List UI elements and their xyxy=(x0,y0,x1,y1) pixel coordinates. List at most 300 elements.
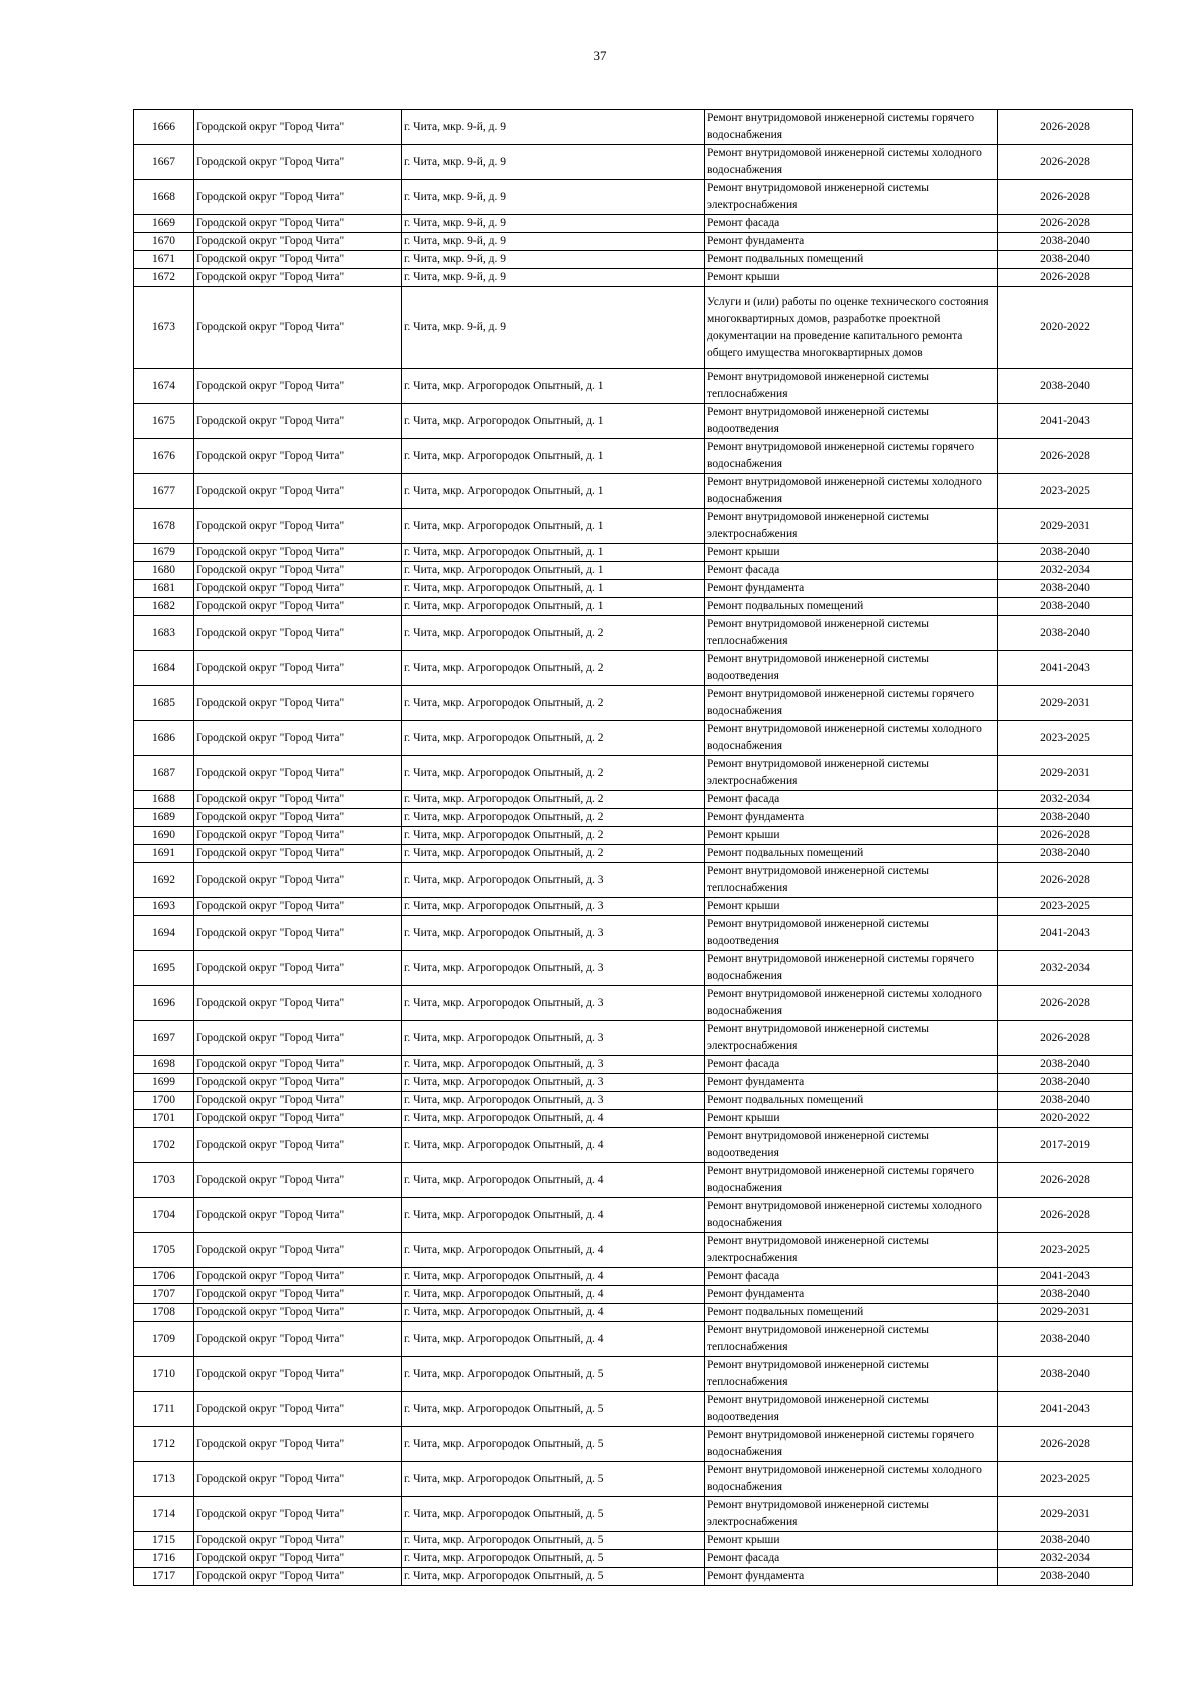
work-type-cell: Ремонт внутридомовой инженерной системы водоотведения xyxy=(705,916,998,951)
district-cell: Городской округ "Город Чита" xyxy=(194,1497,402,1532)
table-row xyxy=(134,827,1133,845)
district-cell: Городской округ "Город Чита" xyxy=(194,951,402,986)
work-type-cell: Ремонт подвальных помещений xyxy=(705,845,998,863)
table-row xyxy=(134,562,1133,580)
district-cell: Городской округ "Город Чита" xyxy=(194,439,402,474)
address-cell: г. Чита, мкр. 9-й, д. 9 xyxy=(402,215,705,233)
period-cell: 2038-2040 xyxy=(998,251,1133,269)
district-cell: Городской округ "Город Чита" xyxy=(194,809,402,827)
row-number-cell: 1669 xyxy=(134,215,194,233)
district-cell: Городской округ "Город Чита" xyxy=(194,845,402,863)
district-cell: Городской округ "Город Чита" xyxy=(194,863,402,898)
row-number-cell: 1682 xyxy=(134,598,194,616)
work-type-cell: Ремонт фундамента xyxy=(705,1286,998,1304)
table-row xyxy=(134,809,1133,827)
row-number-cell: 1696 xyxy=(134,986,194,1021)
district-cell: Городской округ "Город Чита" xyxy=(194,562,402,580)
period-cell: 2026-2028 xyxy=(998,1021,1133,1056)
work-type-cell: Ремонт фундамента xyxy=(705,233,998,251)
address-cell: г. Чита, мкр. Агрогородок Опытный, д. 3 xyxy=(402,1021,705,1056)
work-type-cell: Ремонт внутридомовой инженерной системы холодного водоснабжения xyxy=(705,474,998,509)
row-number-cell: 1706 xyxy=(134,1268,194,1286)
address-cell: г. Чита, мкр. 9-й, д. 9 xyxy=(402,145,705,180)
address-cell: г. Чита, мкр. 9-й, д. 9 xyxy=(402,110,705,145)
row-number-cell: 1711 xyxy=(134,1392,194,1427)
period-cell: 2038-2040 xyxy=(998,598,1133,616)
work-type-cell: Ремонт внутридомовой инженерной системы электроснабжения xyxy=(705,756,998,791)
row-number-cell: 1715 xyxy=(134,1532,194,1550)
table-row xyxy=(134,1110,1133,1128)
table-row xyxy=(134,1532,1133,1550)
table-row xyxy=(134,651,1133,686)
table-row xyxy=(134,1392,1133,1427)
row-number-cell: 1708 xyxy=(134,1304,194,1322)
address-cell: г. Чита, мкр. Агрогородок Опытный, д. 5 xyxy=(402,1357,705,1392)
address-cell: г. Чита, мкр. Агрогородок Опытный, д. 4 xyxy=(402,1268,705,1286)
work-type-cell: Ремонт внутридомовой инженерной системы холодного водоснабжения xyxy=(705,1462,998,1497)
work-type-cell: Ремонт фундамента xyxy=(705,809,998,827)
table-row xyxy=(134,598,1133,616)
period-cell: 2041-2043 xyxy=(998,1268,1133,1286)
work-type-cell: Ремонт внутридомовой инженерной системы холодного водоснабжения xyxy=(705,1198,998,1233)
work-type-cell: Ремонт крыши xyxy=(705,898,998,916)
row-number-cell: 1700 xyxy=(134,1092,194,1110)
period-cell: 2029-2031 xyxy=(998,509,1133,544)
table-row xyxy=(134,1357,1133,1392)
work-type-cell: Ремонт крыши xyxy=(705,827,998,845)
address-cell: г. Чита, мкр. Агрогородок Опытный, д. 4 xyxy=(402,1233,705,1268)
row-number-cell: 1717 xyxy=(134,1568,194,1586)
period-cell: 2029-2031 xyxy=(998,686,1133,721)
row-number-cell: 1712 xyxy=(134,1427,194,1462)
row-number-cell: 1681 xyxy=(134,580,194,598)
period-cell: 2041-2043 xyxy=(998,916,1133,951)
period-cell: 2023-2025 xyxy=(998,474,1133,509)
repair-schedule-table xyxy=(133,109,1133,1586)
period-cell: 2026-2028 xyxy=(998,145,1133,180)
period-cell: 2017-2019 xyxy=(998,1128,1133,1163)
work-type-cell: Ремонт фундамента xyxy=(705,580,998,598)
district-cell: Городской округ "Город Чита" xyxy=(194,1233,402,1268)
row-number-cell: 1671 xyxy=(134,251,194,269)
period-cell: 2020-2022 xyxy=(998,287,1133,369)
period-cell: 2038-2040 xyxy=(998,845,1133,863)
work-type-cell: Ремонт подвальных помещений xyxy=(705,1304,998,1322)
row-number-cell: 1707 xyxy=(134,1286,194,1304)
period-cell: 2032-2034 xyxy=(998,562,1133,580)
district-cell: Городской округ "Город Чита" xyxy=(194,898,402,916)
work-type-cell: Ремонт фундамента xyxy=(705,1568,998,1586)
table-row xyxy=(134,616,1133,651)
work-type-cell: Ремонт внутридомовой инженерной системы горячего водоснабжения xyxy=(705,110,998,145)
row-number-cell: 1705 xyxy=(134,1233,194,1268)
district-cell: Городской округ "Город Чита" xyxy=(194,1462,402,1497)
period-cell: 2038-2040 xyxy=(998,1322,1133,1357)
row-number-cell: 1710 xyxy=(134,1357,194,1392)
district-cell: Городской округ "Город Чита" xyxy=(194,1532,402,1550)
period-cell: 2023-2025 xyxy=(998,1233,1133,1268)
district-cell: Городской округ "Город Чита" xyxy=(194,1427,402,1462)
table-row xyxy=(134,1198,1133,1233)
table-row xyxy=(134,233,1133,251)
row-number-cell: 1687 xyxy=(134,756,194,791)
work-type-cell: Ремонт внутридомовой инженерной системы водоотведения xyxy=(705,651,998,686)
work-type-cell: Ремонт фасада xyxy=(705,1056,998,1074)
address-cell: г. Чита, мкр. Агрогородок Опытный, д. 5 xyxy=(402,1497,705,1532)
district-cell: Городской округ "Город Чита" xyxy=(194,1286,402,1304)
work-type-cell: Ремонт внутридомовой инженерной системы теплоснабжения xyxy=(705,1357,998,1392)
table-row xyxy=(134,686,1133,721)
district-cell: Городской округ "Город Чита" xyxy=(194,287,402,369)
address-cell: г. Чита, мкр. Агрогородок Опытный, д. 3 xyxy=(402,1074,705,1092)
address-cell: г. Чита, мкр. 9-й, д. 9 xyxy=(402,251,705,269)
table-row xyxy=(134,1568,1133,1586)
period-cell: 2023-2025 xyxy=(998,721,1133,756)
district-cell: Городской округ "Город Чита" xyxy=(194,233,402,251)
row-number-cell: 1686 xyxy=(134,721,194,756)
address-cell: г. Чита, мкр. Агрогородок Опытный, д. 5 xyxy=(402,1532,705,1550)
period-cell: 2038-2040 xyxy=(998,1357,1133,1392)
work-type-cell: Ремонт внутридомовой инженерной системы электроснабжения xyxy=(705,1021,998,1056)
work-type-cell: Ремонт подвальных помещений xyxy=(705,251,998,269)
table-row xyxy=(134,863,1133,898)
address-cell: г. Чита, мкр. Агрогородок Опытный, д. 3 xyxy=(402,1056,705,1074)
table-row xyxy=(134,1092,1133,1110)
table-row xyxy=(134,1074,1133,1092)
work-type-cell: Ремонт внутридомовой инженерной системы холодного водоснабжения xyxy=(705,986,998,1021)
district-cell: Городской округ "Город Чита" xyxy=(194,1198,402,1233)
table-row xyxy=(134,251,1133,269)
table-row xyxy=(134,1163,1133,1198)
address-cell: г. Чита, мкр. Агрогородок Опытный, д. 2 xyxy=(402,827,705,845)
address-cell: г. Чита, мкр. 9-й, д. 9 xyxy=(402,233,705,251)
table-row xyxy=(134,180,1133,215)
period-cell: 2029-2031 xyxy=(998,756,1133,791)
address-cell: г. Чита, мкр. Агрогородок Опытный, д. 5 xyxy=(402,1550,705,1568)
row-number-cell: 1667 xyxy=(134,145,194,180)
district-cell: Городской округ "Город Чита" xyxy=(194,598,402,616)
address-cell: г. Чита, мкр. Агрогородок Опытный, д. 1 xyxy=(402,580,705,598)
district-cell: Городской округ "Город Чита" xyxy=(194,1092,402,1110)
table-row xyxy=(134,215,1133,233)
row-number-cell: 1713 xyxy=(134,1462,194,1497)
period-cell: 2038-2040 xyxy=(998,233,1133,251)
period-cell: 2038-2040 xyxy=(998,1056,1133,1074)
period-cell: 2041-2043 xyxy=(998,1392,1133,1427)
work-type-cell: Ремонт внутридомовой инженерной системы водоотведения xyxy=(705,404,998,439)
row-number-cell: 1683 xyxy=(134,616,194,651)
address-cell: г. Чита, мкр. Агрогородок Опытный, д. 4 xyxy=(402,1322,705,1357)
work-type-cell: Ремонт фасада xyxy=(705,215,998,233)
work-type-cell: Ремонт крыши xyxy=(705,1110,998,1128)
row-number-cell: 1709 xyxy=(134,1322,194,1357)
table-row xyxy=(134,145,1133,180)
address-cell: г. Чита, мкр. Агрогородок Опытный, д. 5 xyxy=(402,1427,705,1462)
address-cell: г. Чита, мкр. 9-й, д. 9 xyxy=(402,269,705,287)
table-row xyxy=(134,1056,1133,1074)
period-cell: 2038-2040 xyxy=(998,1074,1133,1092)
address-cell: г. Чита, мкр. Агрогородок Опытный, д. 1 xyxy=(402,439,705,474)
row-number-cell: 1701 xyxy=(134,1110,194,1128)
period-cell: 2026-2028 xyxy=(998,180,1133,215)
table-row xyxy=(134,580,1133,598)
row-number-cell: 1697 xyxy=(134,1021,194,1056)
address-cell: г. Чита, мкр. Агрогородок Опытный, д. 4 xyxy=(402,1128,705,1163)
period-cell: 2038-2040 xyxy=(998,616,1133,651)
address-cell: г. Чита, мкр. 9-й, д. 9 xyxy=(402,287,705,369)
address-cell: г. Чита, мкр. Агрогородок Опытный, д. 3 xyxy=(402,986,705,1021)
row-number-cell: 1695 xyxy=(134,951,194,986)
row-number-cell: 1691 xyxy=(134,845,194,863)
address-cell: г. Чита, мкр. Агрогородок Опытный, д. 1 xyxy=(402,544,705,562)
work-type-cell: Ремонт фундамента xyxy=(705,1074,998,1092)
row-number-cell: 1689 xyxy=(134,809,194,827)
row-number-cell: 1702 xyxy=(134,1128,194,1163)
work-type-cell: Ремонт внутридомовой инженерной системы водоотведения xyxy=(705,1392,998,1427)
district-cell: Городской округ "Город Чита" xyxy=(194,827,402,845)
work-type-cell: Ремонт фасада xyxy=(705,562,998,580)
work-type-cell: Ремонт внутридомовой инженерной системы горячего водоснабжения xyxy=(705,439,998,474)
district-cell: Городской округ "Город Чита" xyxy=(194,721,402,756)
row-number-cell: 1694 xyxy=(134,916,194,951)
district-cell: Городской округ "Город Чита" xyxy=(194,686,402,721)
row-number-cell: 1675 xyxy=(134,404,194,439)
district-cell: Городской округ "Город Чита" xyxy=(194,986,402,1021)
work-type-cell: Ремонт внутридомовой инженерной системы электроснабжения xyxy=(705,1233,998,1268)
district-cell: Городской округ "Город Чита" xyxy=(194,580,402,598)
period-cell: 2026-2028 xyxy=(998,986,1133,1021)
period-cell: 2038-2040 xyxy=(998,1092,1133,1110)
district-cell: Городской округ "Город Чита" xyxy=(194,1392,402,1427)
table-row xyxy=(134,1427,1133,1462)
address-cell: г. Чита, мкр. Агрогородок Опытный, д. 2 xyxy=(402,756,705,791)
district-cell: Городской округ "Город Чита" xyxy=(194,404,402,439)
address-cell: г. Чита, мкр. Агрогородок Опытный, д. 5 xyxy=(402,1462,705,1497)
row-number-cell: 1692 xyxy=(134,863,194,898)
address-cell: г. Чита, мкр. Агрогородок Опытный, д. 2 xyxy=(402,845,705,863)
row-number-cell: 1679 xyxy=(134,544,194,562)
address-cell: г. Чита, мкр. Агрогородок Опытный, д. 2 xyxy=(402,651,705,686)
table-row xyxy=(134,1497,1133,1532)
district-cell: Городской округ "Город Чита" xyxy=(194,1304,402,1322)
period-cell: 2038-2040 xyxy=(998,1532,1133,1550)
district-cell: Городской округ "Город Чита" xyxy=(194,1357,402,1392)
row-number-cell: 1672 xyxy=(134,269,194,287)
district-cell: Городской округ "Город Чита" xyxy=(194,651,402,686)
period-cell: 2032-2034 xyxy=(998,791,1133,809)
address-cell: г. Чита, мкр. Агрогородок Опытный, д. 5 xyxy=(402,1392,705,1427)
work-type-cell: Ремонт внутридомовой инженерной системы горячего водоснабжения xyxy=(705,951,998,986)
period-cell: 2020-2022 xyxy=(998,1110,1133,1128)
table-row xyxy=(134,269,1133,287)
address-cell: г. Чита, мкр. Агрогородок Опытный, д. 2 xyxy=(402,791,705,809)
district-cell: Городской округ "Город Чита" xyxy=(194,474,402,509)
row-number-cell: 1698 xyxy=(134,1056,194,1074)
district-cell: Городской округ "Город Чита" xyxy=(194,369,402,404)
district-cell: Городской округ "Город Чита" xyxy=(194,110,402,145)
period-cell: 2032-2034 xyxy=(998,951,1133,986)
table-row xyxy=(134,1021,1133,1056)
district-cell: Городской округ "Город Чита" xyxy=(194,215,402,233)
district-cell: Городской округ "Город Чита" xyxy=(194,616,402,651)
address-cell: г. Чита, мкр. Агрогородок Опытный, д. 2 xyxy=(402,721,705,756)
work-type-cell: Ремонт внутридомовой инженерной системы горячего водоснабжения xyxy=(705,686,998,721)
district-cell: Городской округ "Город Чита" xyxy=(194,916,402,951)
table-row xyxy=(134,1268,1133,1286)
district-cell: Городской округ "Город Чита" xyxy=(194,509,402,544)
work-type-cell: Ремонт внутридомовой инженерной системы холодного водоснабжения xyxy=(705,145,998,180)
work-type-cell: Ремонт крыши xyxy=(705,269,998,287)
period-cell: 2023-2025 xyxy=(998,1462,1133,1497)
district-cell: Городской округ "Город Чита" xyxy=(194,1128,402,1163)
row-number-cell: 1688 xyxy=(134,791,194,809)
table-row xyxy=(134,791,1133,809)
work-type-cell: Услуги и (или) работы по оценке технического состояния многоквартирных домов, разработке проектной документации на проведение капитального ремонта общего имущества многоквартирных домов xyxy=(705,287,998,369)
address-cell: г. Чита, мкр. Агрогородок Опытный, д. 3 xyxy=(402,1092,705,1110)
address-cell: г. Чита, мкр. Агрогородок Опытный, д. 4 xyxy=(402,1198,705,1233)
work-type-cell: Ремонт фасада xyxy=(705,1550,998,1568)
period-cell: 2026-2028 xyxy=(998,439,1133,474)
row-number-cell: 1666 xyxy=(134,110,194,145)
address-cell: г. Чита, мкр. Агрогородок Опытный, д. 4 xyxy=(402,1286,705,1304)
work-type-cell: Ремонт внутридомовой инженерной системы теплоснабжения xyxy=(705,616,998,651)
district-cell: Городской округ "Город Чита" xyxy=(194,1322,402,1357)
table-row xyxy=(134,110,1133,145)
district-cell: Городской округ "Город Чита" xyxy=(194,1568,402,1586)
period-cell: 2029-2031 xyxy=(998,1304,1133,1322)
table-row xyxy=(134,986,1133,1021)
work-type-cell: Ремонт внутридомовой инженерной системы электроснабжения xyxy=(705,180,998,215)
period-cell: 2026-2028 xyxy=(998,110,1133,145)
address-cell: г. Чита, мкр. Агрогородок Опытный, д. 2 xyxy=(402,616,705,651)
table-row xyxy=(134,1462,1133,1497)
row-number-cell: 1716 xyxy=(134,1550,194,1568)
work-type-cell: Ремонт внутридомовой инженерной системы холодного водоснабжения xyxy=(705,721,998,756)
table-row xyxy=(134,1128,1133,1163)
district-cell: Городской округ "Город Чита" xyxy=(194,1074,402,1092)
work-type-cell: Ремонт внутридомовой инженерной системы теплоснабжения xyxy=(705,369,998,404)
address-cell: г. Чита, мкр. Агрогородок Опытный, д. 3 xyxy=(402,951,705,986)
period-cell: 2026-2028 xyxy=(998,269,1133,287)
district-cell: Городской округ "Город Чита" xyxy=(194,1268,402,1286)
district-cell: Городской округ "Город Чита" xyxy=(194,145,402,180)
period-cell: 2029-2031 xyxy=(998,1497,1133,1532)
period-cell: 2032-2034 xyxy=(998,1550,1133,1568)
address-cell: г. Чита, мкр. Агрогородок Опытный, д. 1 xyxy=(402,598,705,616)
period-cell: 2026-2028 xyxy=(998,863,1133,898)
table-row xyxy=(134,756,1133,791)
row-number-cell: 1670 xyxy=(134,233,194,251)
address-cell: г. Чита, мкр. Агрогородок Опытный, д. 1 xyxy=(402,474,705,509)
address-cell: г. Чита, мкр. Агрогородок Опытный, д. 3 xyxy=(402,916,705,951)
period-cell: 2026-2028 xyxy=(998,215,1133,233)
table-body xyxy=(134,110,1133,1586)
table-row xyxy=(134,1550,1133,1568)
row-number-cell: 1703 xyxy=(134,1163,194,1198)
district-cell: Городской округ "Город Чита" xyxy=(194,756,402,791)
work-type-cell: Ремонт внутридомовой инженерной системы теплоснабжения xyxy=(705,1322,998,1357)
table-row xyxy=(134,1233,1133,1268)
row-number-cell: 1676 xyxy=(134,439,194,474)
district-cell: Городской округ "Город Чита" xyxy=(194,180,402,215)
table-row xyxy=(134,1322,1133,1357)
period-cell: 2038-2040 xyxy=(998,809,1133,827)
table-row xyxy=(134,916,1133,951)
row-number-cell: 1674 xyxy=(134,369,194,404)
row-number-cell: 1714 xyxy=(134,1497,194,1532)
row-number-cell: 1704 xyxy=(134,1198,194,1233)
period-cell: 2026-2028 xyxy=(998,1427,1133,1462)
address-cell: г. Чита, мкр. Агрогородок Опытный, д. 5 xyxy=(402,1568,705,1586)
period-cell: 2038-2040 xyxy=(998,1286,1133,1304)
row-number-cell: 1685 xyxy=(134,686,194,721)
row-number-cell: 1680 xyxy=(134,562,194,580)
work-type-cell: Ремонт внутридомовой инженерной системы теплоснабжения xyxy=(705,863,998,898)
row-number-cell: 1699 xyxy=(134,1074,194,1092)
district-cell: Городской округ "Город Чита" xyxy=(194,1021,402,1056)
work-type-cell: Ремонт внутридомовой инженерной системы водоотведения xyxy=(705,1128,998,1163)
address-cell: г. Чита, мкр. Агрогородок Опытный, д. 1 xyxy=(402,404,705,439)
row-number-cell: 1677 xyxy=(134,474,194,509)
district-cell: Городской округ "Город Чита" xyxy=(194,1056,402,1074)
district-cell: Городской округ "Город Чита" xyxy=(194,1163,402,1198)
table-row xyxy=(134,474,1133,509)
period-cell: 2026-2028 xyxy=(998,827,1133,845)
table-row xyxy=(134,509,1133,544)
address-cell: г. Чита, мкр. 9-й, д. 9 xyxy=(402,180,705,215)
table-row xyxy=(134,404,1133,439)
period-cell: 2041-2043 xyxy=(998,404,1133,439)
work-type-cell: Ремонт фасада xyxy=(705,791,998,809)
work-type-cell: Ремонт внутридомовой инженерной системы электроснабжения xyxy=(705,1497,998,1532)
period-cell: 2038-2040 xyxy=(998,580,1133,598)
row-number-cell: 1690 xyxy=(134,827,194,845)
table-row xyxy=(134,544,1133,562)
district-cell: Городской округ "Город Чита" xyxy=(194,251,402,269)
district-cell: Городской округ "Город Чита" xyxy=(194,1110,402,1128)
address-cell: г. Чита, мкр. Агрогородок Опытный, д. 4 xyxy=(402,1304,705,1322)
work-type-cell: Ремонт крыши xyxy=(705,1532,998,1550)
row-number-cell: 1684 xyxy=(134,651,194,686)
district-cell: Городской округ "Город Чита" xyxy=(194,791,402,809)
row-number-cell: 1668 xyxy=(134,180,194,215)
district-cell: Городской округ "Город Чита" xyxy=(194,544,402,562)
work-type-cell: Ремонт внутридомовой инженерной системы электроснабжения xyxy=(705,509,998,544)
district-cell: Городской округ "Город Чита" xyxy=(194,269,402,287)
address-cell: г. Чита, мкр. Агрогородок Опытный, д. 4 xyxy=(402,1110,705,1128)
work-type-cell: Ремонт крыши xyxy=(705,544,998,562)
table-row xyxy=(134,898,1133,916)
table-row xyxy=(134,369,1133,404)
table-row xyxy=(134,439,1133,474)
period-cell: 2023-2025 xyxy=(998,898,1133,916)
district-cell: Городской округ "Город Чита" xyxy=(194,1550,402,1568)
period-cell: 2026-2028 xyxy=(998,1163,1133,1198)
table-row xyxy=(134,721,1133,756)
work-type-cell: Ремонт фасада xyxy=(705,1268,998,1286)
address-cell: г. Чита, мкр. Агрогородок Опытный, д. 2 xyxy=(402,686,705,721)
address-cell: г. Чита, мкр. Агрогородок Опытный, д. 1 xyxy=(402,369,705,404)
period-cell: 2026-2028 xyxy=(998,1198,1133,1233)
work-type-cell: Ремонт внутридомовой инженерной системы горячего водоснабжения xyxy=(705,1163,998,1198)
period-cell: 2038-2040 xyxy=(998,1568,1133,1586)
period-cell: 2038-2040 xyxy=(998,544,1133,562)
table-row xyxy=(134,287,1133,369)
address-cell: г. Чита, мкр. Агрогородок Опытный, д. 4 xyxy=(402,1163,705,1198)
address-cell: г. Чита, мкр. Агрогородок Опытный, д. 1 xyxy=(402,562,705,580)
work-type-cell: Ремонт внутридомовой инженерной системы горячего водоснабжения xyxy=(705,1427,998,1462)
address-cell: г. Чита, мкр. Агрогородок Опытный, д. 1 xyxy=(402,509,705,544)
